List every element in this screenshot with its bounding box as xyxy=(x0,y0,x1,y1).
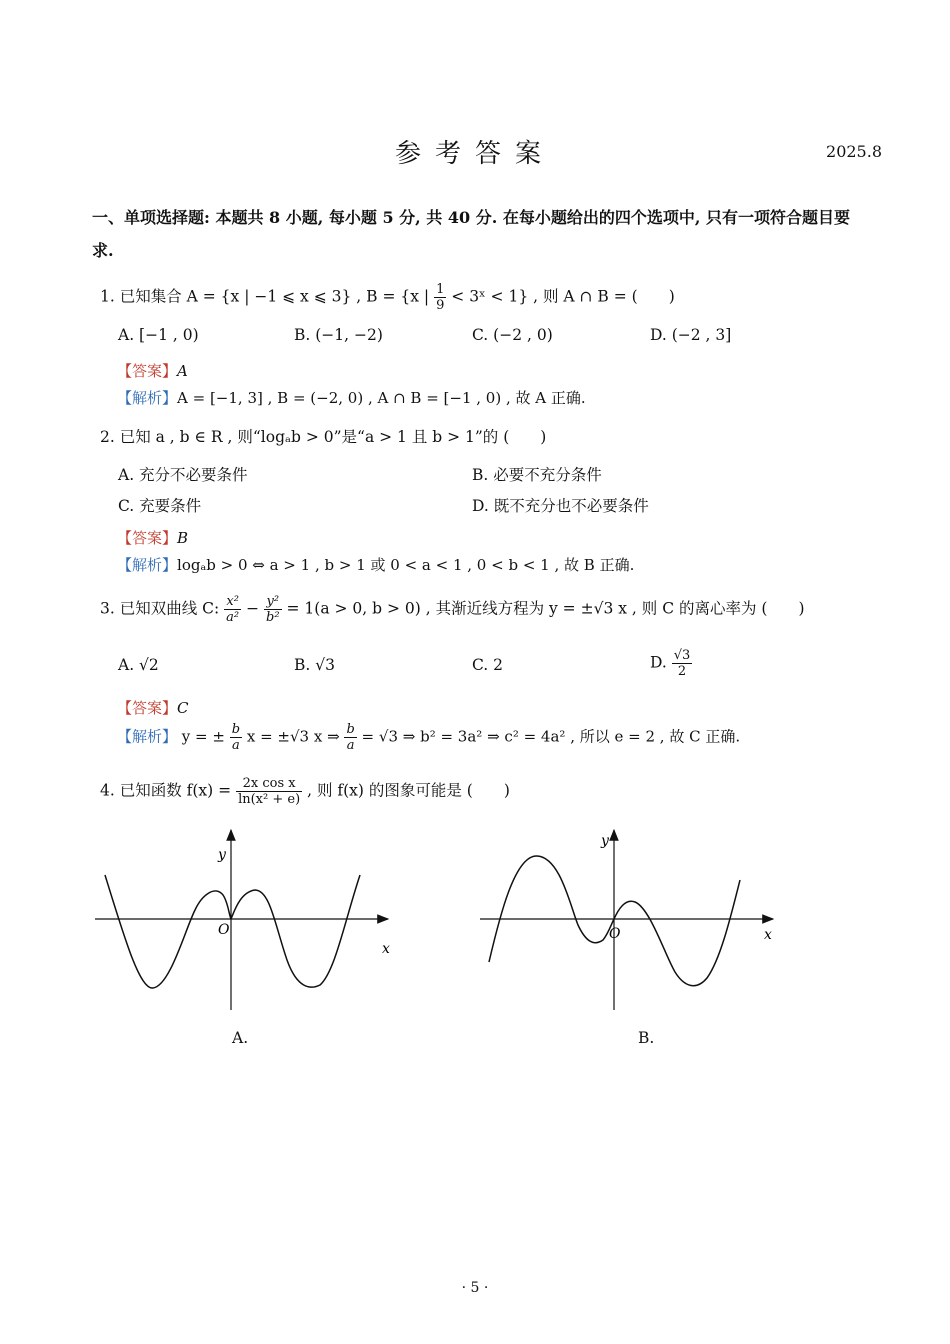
q3-option-d-fraction xyxy=(672,648,693,679)
analysis-tag: 【解析】 xyxy=(117,727,178,746)
q3-af2-num: b xyxy=(346,722,355,737)
q3-option-d-label: D. xyxy=(650,653,667,672)
q2-analysis xyxy=(117,554,634,575)
q4-frac-num: 2x cos x xyxy=(236,776,302,792)
answer-tag: 【答案】 xyxy=(117,362,178,380)
graph-a-origin-label: O xyxy=(218,922,230,938)
section-heading-cont: 求. xyxy=(92,241,114,260)
date-label: 2025.8 xyxy=(826,142,882,161)
q1-option-a: A. [−1 , 0) xyxy=(118,326,199,344)
q3-analysis-frac-1 xyxy=(230,722,242,753)
page-title: 参考答案 xyxy=(394,139,555,169)
q3-fraction-x xyxy=(224,594,241,625)
question-3-stem xyxy=(100,594,805,625)
answer-tag: 【答案】 xyxy=(117,699,178,717)
answer-tag: 【答案】 xyxy=(117,529,178,547)
q2-option-c: C. 充要条件 xyxy=(118,497,202,515)
q1-stem-pre: 1. 已知集合 A = {x | −1 ⩽ x ⩽ 3} , B = {x | xyxy=(100,287,430,306)
graph-a-x-label: x xyxy=(382,941,390,957)
q3-analysis-mid: x = ±√3 x ⇒ xyxy=(246,727,340,746)
analysis-tag: 【解析】 xyxy=(117,556,178,574)
q1-analysis xyxy=(117,387,586,408)
q3-f2-num: y² xyxy=(264,594,282,610)
q1-frac-den: 9 xyxy=(436,298,445,313)
graph-a-caption: A. xyxy=(232,1029,249,1047)
q3-option-c: C. 2 xyxy=(472,656,504,674)
q3-answer xyxy=(117,697,189,718)
graph-b-origin-label: O xyxy=(609,926,621,942)
q1-answer-value: A xyxy=(177,362,188,380)
q4-stem-post: , 则 f(x) 的图象可能是 ( ) xyxy=(307,781,510,800)
q3-stem-pre: 3. 已知双曲线 C: xyxy=(100,599,220,618)
page-number: · 5 · xyxy=(461,1280,489,1296)
q3-f1-den: a² xyxy=(226,610,240,625)
graph-a xyxy=(90,820,400,1020)
q1-answer xyxy=(117,360,188,381)
q1-option-d: D. (−2 , 3] xyxy=(650,326,732,344)
q3-f2-den: b² xyxy=(266,610,280,625)
q3-stem-mid: − xyxy=(246,599,260,618)
q3-option-b: B. √3 xyxy=(294,656,335,674)
q2-answer-value: B xyxy=(177,529,189,547)
q3-af1-num: b xyxy=(231,722,241,737)
q3-analysis xyxy=(117,722,740,753)
q2-answer xyxy=(117,527,188,548)
graph-b-y-label: y xyxy=(601,833,609,849)
q3-option-a: A. √2 xyxy=(118,656,159,674)
q2-analysis-text: logₐb > 0 ⇔ a > 1 , b > 1 或 0 < a < 1 , 0 < b < 1 , 故 B 正确. xyxy=(177,556,635,574)
graph-a-y-label: y xyxy=(218,847,226,863)
q1-fraction xyxy=(434,282,446,313)
q3-fraction-y xyxy=(264,594,282,625)
graph-a-curve xyxy=(105,875,360,988)
q3-d-den: 2 xyxy=(677,664,687,679)
q2-option-d: D. 既不充分也不必要条件 xyxy=(472,497,649,515)
analysis-tag: 【解析】 xyxy=(117,389,178,407)
q3-option-d xyxy=(650,648,692,679)
q3-analysis-frac-2 xyxy=(344,722,356,753)
q3-af2-den: a xyxy=(346,738,355,753)
q3-af1-den: a xyxy=(232,738,240,753)
q1-frac-num: 1 xyxy=(436,282,445,297)
q3-analysis-post: = √3 ⇒ b² = 3a² ⇒ c² = 4a² , 所以 e = 2 , 故 C 正确. xyxy=(361,727,741,746)
graph-b xyxy=(475,820,785,1020)
q2-option-a: A. 充分不必要条件 xyxy=(118,466,248,484)
q4-stem-pre: 4. 已知函数 f(x) = xyxy=(100,781,232,800)
graph-b-caption: B. xyxy=(638,1029,655,1047)
q3-analysis-pre: y = ± xyxy=(181,727,225,746)
q1-stem-post: < 3ˣ < 1} , 则 A ∩ B = ( ) xyxy=(451,287,675,306)
q4-frac-den: ln(x² + e) xyxy=(238,792,301,807)
graph-b-x-label: x xyxy=(764,927,772,943)
q1-option-b: B. (−1, −2) xyxy=(294,326,383,344)
question-4-stem xyxy=(100,776,510,807)
question-2-stem: 2. 已知 a , b ∈ R , 则“logₐb > 0”是“a > 1 且 b > 1”的 ( ) xyxy=(100,428,547,446)
q3-d-num: √3 xyxy=(673,648,691,663)
question-1-stem xyxy=(100,282,675,313)
q1-option-c: C. (−2 , 0) xyxy=(472,326,553,344)
q2-option-b: B. 必要不充分条件 xyxy=(472,466,602,484)
q4-fraction xyxy=(236,776,302,807)
q3-f1-num: x² xyxy=(224,594,241,610)
section-heading: 一、单项选择题: 本题共 8 小题, 每小题 5 分, 共 40 分. 在每小题给出的四个选项中, 只有一项符合题目要 xyxy=(92,208,850,227)
q3-answer-value: C xyxy=(177,699,189,717)
q1-analysis-text: A = [−1, 3] , B = (−2, 0) , A ∩ B = [−1 , 0) , 故 A 正确. xyxy=(177,389,586,407)
q3-stem-post: = 1(a > 0, b > 0) , 其渐近线方程为 y = ±√3 x , 则 C 的离心率为 ( ) xyxy=(286,599,805,618)
